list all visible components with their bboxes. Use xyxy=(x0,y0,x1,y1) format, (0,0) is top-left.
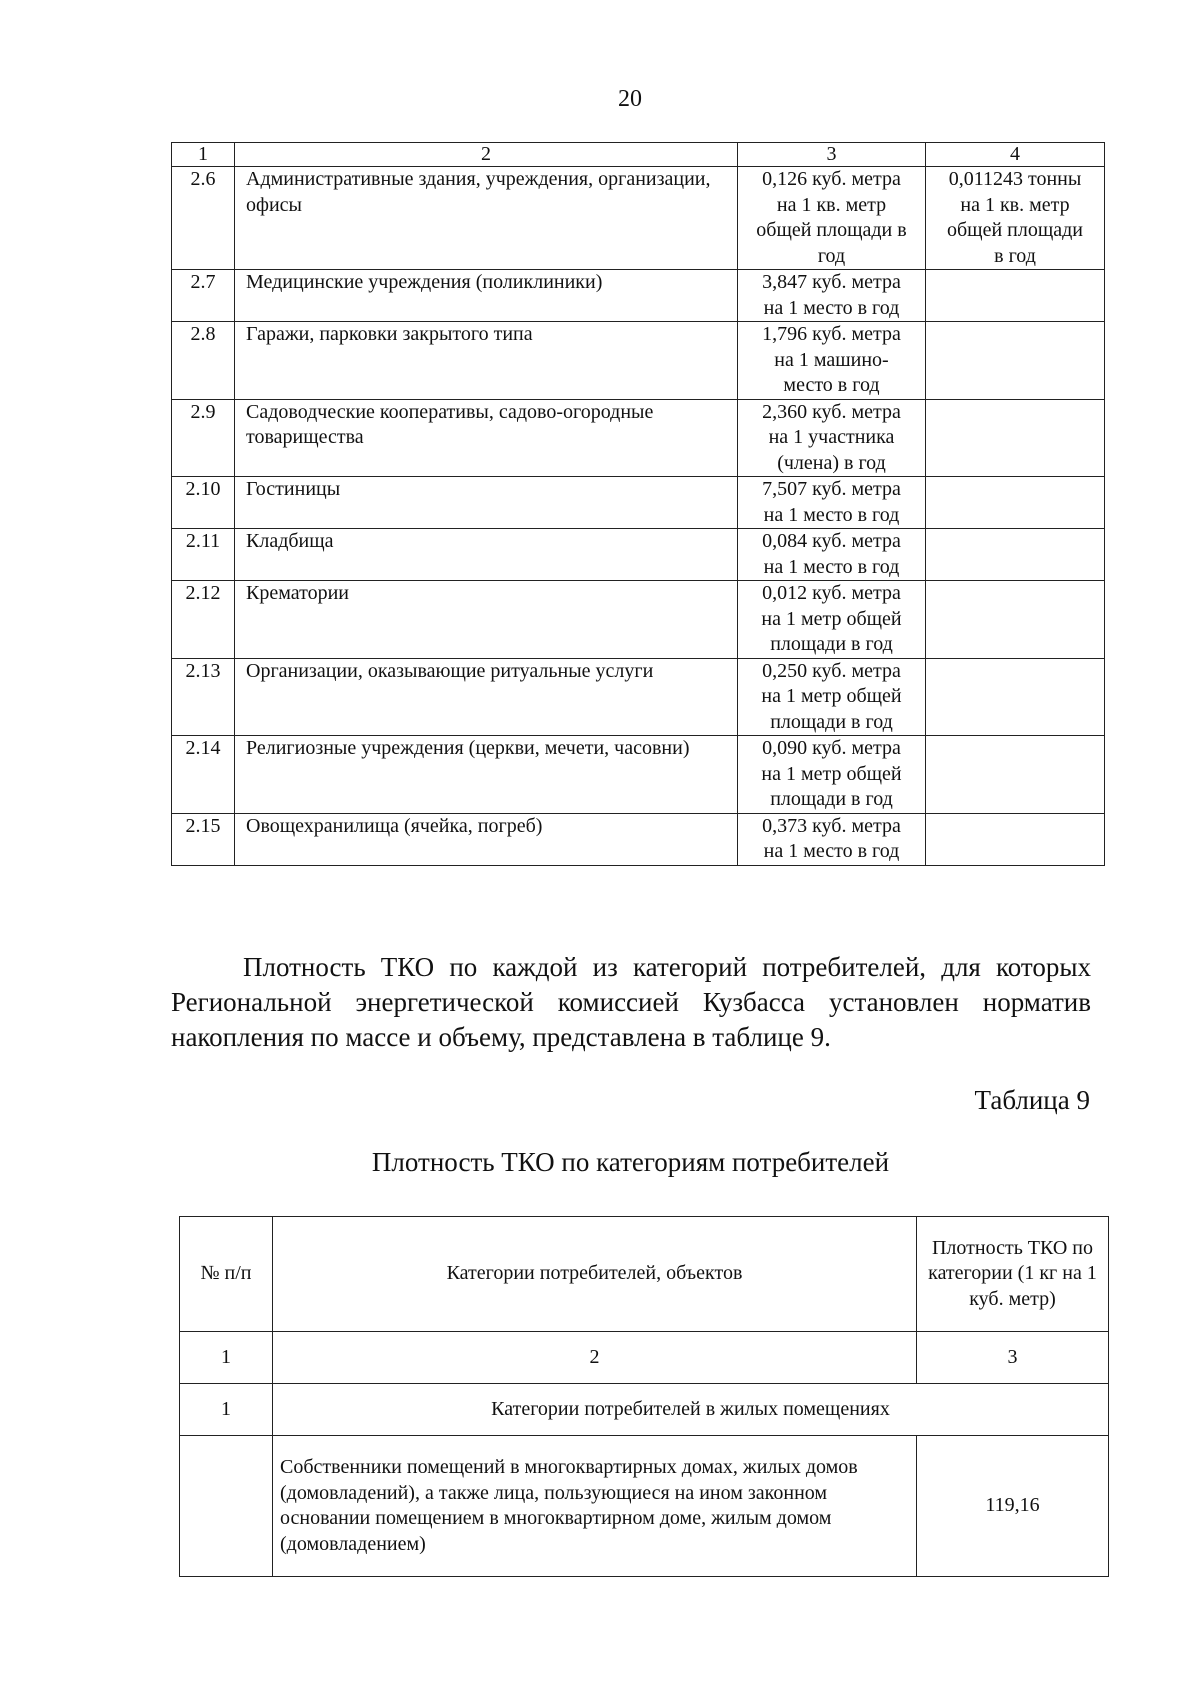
col-number: 1 xyxy=(172,143,235,167)
row-volume-norm: 0,126 куб. метра на 1 кв. метр общей площади в год xyxy=(738,167,926,270)
row-mass-norm xyxy=(926,399,1105,477)
table-row xyxy=(172,167,1105,270)
col-number: 3 xyxy=(917,1332,1109,1384)
row-mass-norm xyxy=(926,270,1105,322)
table-norms-continued xyxy=(171,142,1105,866)
col-number: 2 xyxy=(273,1332,917,1384)
row-category: Крематории xyxy=(235,581,738,659)
row-volume-norm: 2,360 куб. метра на 1 участника (члена) в год xyxy=(738,399,926,477)
table-title: Плотность ТКО по категориям потребителей xyxy=(371,1147,890,1177)
body-paragraph: Плотность ТКО по каждой из категорий потребителей, для которых Региональной энергетической комиссией Кузбасса установлен норматив накопления по массе и объему, представлена в таблице 9. xyxy=(171,952,1091,1052)
table-row xyxy=(172,399,1105,477)
table-row xyxy=(172,581,1105,659)
row-mass-norm xyxy=(926,322,1105,400)
row-category: Кладбища xyxy=(235,529,738,581)
row-category: Медицинские учреждения (поликлиники) xyxy=(235,270,738,322)
row-num: 2.10 xyxy=(172,477,235,529)
row-volume-norm: 0,012 куб. метра на 1 метр общей площади в год xyxy=(738,581,926,659)
header-category: Категории потребителей, объектов xyxy=(273,1217,917,1332)
row-volume-norm: 1,796 куб. метра на 1 машино-место в год xyxy=(738,322,926,400)
table-row xyxy=(172,658,1105,736)
table-row xyxy=(172,477,1105,529)
row-mass-norm xyxy=(926,658,1105,736)
row-volume-norm: 0,250 куб. метра на 1 метр общей площади в год xyxy=(738,658,926,736)
row-num: 2.6 xyxy=(172,167,235,270)
row-volume-norm: 3,847 куб. метра на 1 место в год xyxy=(738,270,926,322)
row-mass-norm xyxy=(926,736,1105,814)
section-num: 1 xyxy=(180,1384,273,1436)
col-number: 3 xyxy=(738,143,926,167)
row-category: Административные здания, учреждения, организации, офисы xyxy=(235,167,738,270)
row-num: 2.14 xyxy=(172,736,235,814)
row-volume-norm: 0,084 куб. метра на 1 место в год xyxy=(738,529,926,581)
row-mass-norm xyxy=(926,529,1105,581)
row-mass-norm xyxy=(926,477,1105,529)
row-volume-norm: 7,507 куб. метра на 1 место в год xyxy=(738,477,926,529)
table-header-row xyxy=(172,143,1105,167)
table-row xyxy=(180,1436,1109,1577)
table-row xyxy=(172,322,1105,400)
row-num: 2.13 xyxy=(172,658,235,736)
header-density: Плотность ТКО по категории (1 кг на 1 куб. метр) xyxy=(917,1217,1109,1332)
row-num: 2.11 xyxy=(172,529,235,581)
row-num: 2.7 xyxy=(172,270,235,322)
row-num: 2.9 xyxy=(172,399,235,477)
row-num: 2.15 xyxy=(172,813,235,865)
table-density xyxy=(179,1216,1109,1577)
row-category: Собственники помещений в многоквартирных домах, жилых домов (домовладений), а также лица, пользующиеся на ином законном основании помещением в многоквартирном доме, жилым домом (домовладением) xyxy=(273,1436,917,1577)
header-num: № п/п xyxy=(180,1217,273,1332)
row-num: 2.8 xyxy=(172,322,235,400)
row-num: 2.12 xyxy=(172,581,235,659)
row-volume-norm: 0,090 куб. метра на 1 метр общей площади в год xyxy=(738,736,926,814)
table-row xyxy=(172,736,1105,814)
table-row xyxy=(172,813,1105,865)
row-mass-norm xyxy=(926,581,1105,659)
table-row xyxy=(172,529,1105,581)
col-number: 1 xyxy=(180,1332,273,1384)
row-num xyxy=(180,1436,273,1577)
section-title: Категории потребителей в жилых помещениях xyxy=(273,1384,1109,1436)
row-category: Организации, оказывающие ритуальные услуги xyxy=(235,658,738,736)
table-colnum-row xyxy=(180,1332,1109,1384)
row-density: 119,16 xyxy=(917,1436,1109,1577)
row-category: Гостиницы xyxy=(235,477,738,529)
section-row xyxy=(180,1384,1109,1436)
table-label: Таблица 9 xyxy=(974,1085,1090,1115)
table-row xyxy=(172,270,1105,322)
row-category: Садоводческие кооперативы, садово-огородные товарищества xyxy=(235,399,738,477)
table-header-row xyxy=(180,1217,1109,1332)
col-number: 4 xyxy=(926,143,1105,167)
col-number: 2 xyxy=(235,143,738,167)
row-category: Религиозные учреждения (церкви, мечети, часовни) xyxy=(235,736,738,814)
row-category: Гаражи, парковки закрытого типа xyxy=(235,322,738,400)
row-mass-norm xyxy=(926,813,1105,865)
row-category: Овощехранилища (ячейка, погреб) xyxy=(235,813,738,865)
row-volume-norm: 0,373 куб. метра на 1 место в год xyxy=(738,813,926,865)
row-mass-norm: 0,011243 тонны на 1 кв. метр общей площади в год xyxy=(926,167,1105,270)
